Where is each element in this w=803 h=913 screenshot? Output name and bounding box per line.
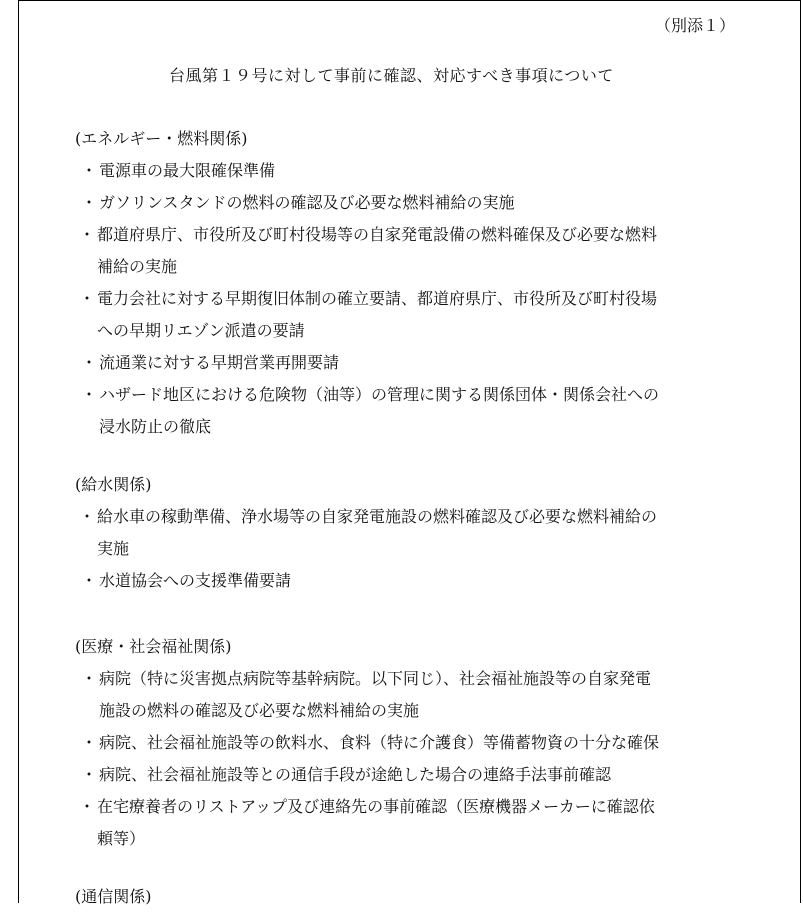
list-item: ・ 在宅療養者のリストアップ及び連絡先の事前確認（医療機器メーカーに確認依 頼等） [75,791,755,855]
section-communications [75,881,755,913]
list-item: ・ 電力会社に対する早期復旧体制の確立要請、都道府県庁、市役所及び町村役場 への早期リエゾン派遣の要請 [75,283,755,347]
list-item: ・ 給水車の稼動準備、浄水場等の自家発電施設の燃料確認及び必要な燃料補給の 実施 [75,501,755,565]
list-item: ・ 電源車の最大限確保準備 [75,155,755,187]
list-item: ・ 流通業に対する早期営業再開要請 [75,347,755,379]
list-item: ・ ガソリンスタンドの燃料の確認及び必要な燃料補給の実施 [75,187,755,219]
section-heading: (医療・社会福祉関係) [75,637,232,656]
list-item: ・ 病院、社会福祉施設等との通信手段が途絶した場合の連絡手法事前確認 [75,759,755,791]
section-medical-welfare [75,631,755,855]
section-energy-fuel [75,123,755,443]
list-item: ・ 病院（特に災害拠点病院等基幹病院。以下同じ）、社会福祉施設等の自家発電 施設の燃料の確認及び必要な燃料補給の実施 [75,663,755,727]
document-title: 台風第１９号に対して事前に確認、対応すべき事項について [169,66,614,85]
section-heading: (エネルギー・燃料関係) [75,129,248,148]
section-water-supply [75,469,755,597]
list-item: ・ 病院、社会福祉施設等の飲料水、食料（特に介護食）等備蓄物資の十分な確保 [75,727,755,759]
section-heading: (通信関係) [75,887,152,906]
list-item: ・ 都道府県庁、市役所及び町村役場等の自家発電設備の燃料確保及び必要な燃料 補給の実施 [75,219,755,283]
document-page [18,0,801,906]
annex-label: （別添１） [654,16,735,35]
list-item: ・ ハザード地区における危険物（油等）の管理に関する関係団体・関係会社への 浸水防止の徹底 [75,379,755,443]
section-heading: (給水関係) [75,475,152,494]
list-item: ・ 水道協会への支援準備要請 [75,565,755,597]
